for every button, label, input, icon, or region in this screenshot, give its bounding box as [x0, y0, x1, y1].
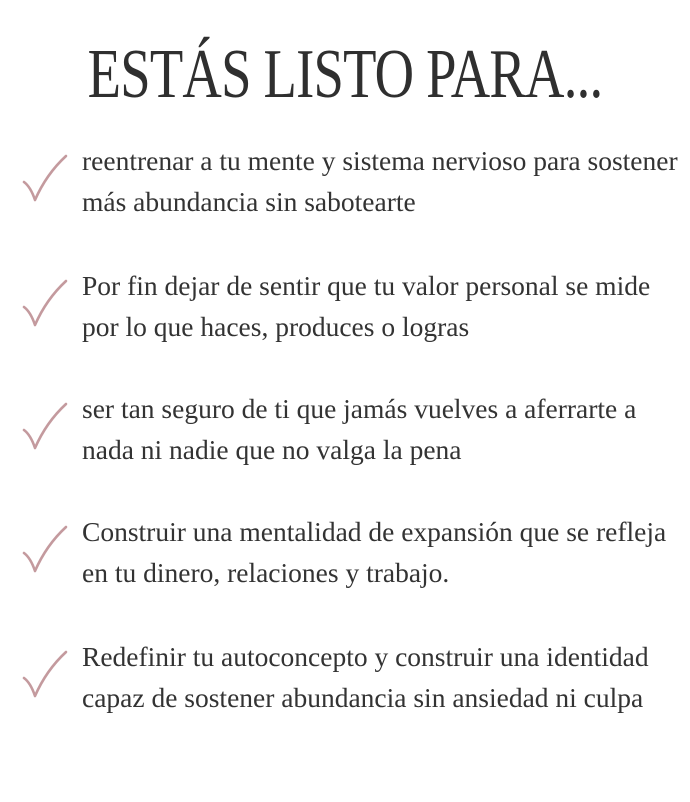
checkmark-icon: [20, 279, 70, 331]
list-item-text: ser tan seguro de ti que jamás vuelves a aferrarte a nada ni nadie que no valga la pena: [82, 393, 637, 465]
list-item-text: Por fin dejar de sentir que tu valor personal se mide por lo que haces, produces o logras: [82, 270, 651, 342]
checkmark-icon: [20, 525, 70, 577]
list-item-text: reentrenar a tu mente y sistema nervioso para sostener más abundancia sin sabotearte: [82, 145, 678, 217]
list-item-text: Redefinir tu autoconcepto y construir una identidad capaz de sostener abundancia sin ansiedad ni culpa: [82, 641, 649, 713]
checkmark-icon: [20, 154, 70, 206]
checkmark-icon: [20, 650, 70, 702]
list-item-text: Construir una mentalidad de expansión que se refleja en tu dinero, relaciones y trabajo.: [82, 516, 667, 588]
checkmark-icon: [20, 402, 70, 454]
page-title: ESTÁS LISTO PARA...: [87, 36, 603, 113]
